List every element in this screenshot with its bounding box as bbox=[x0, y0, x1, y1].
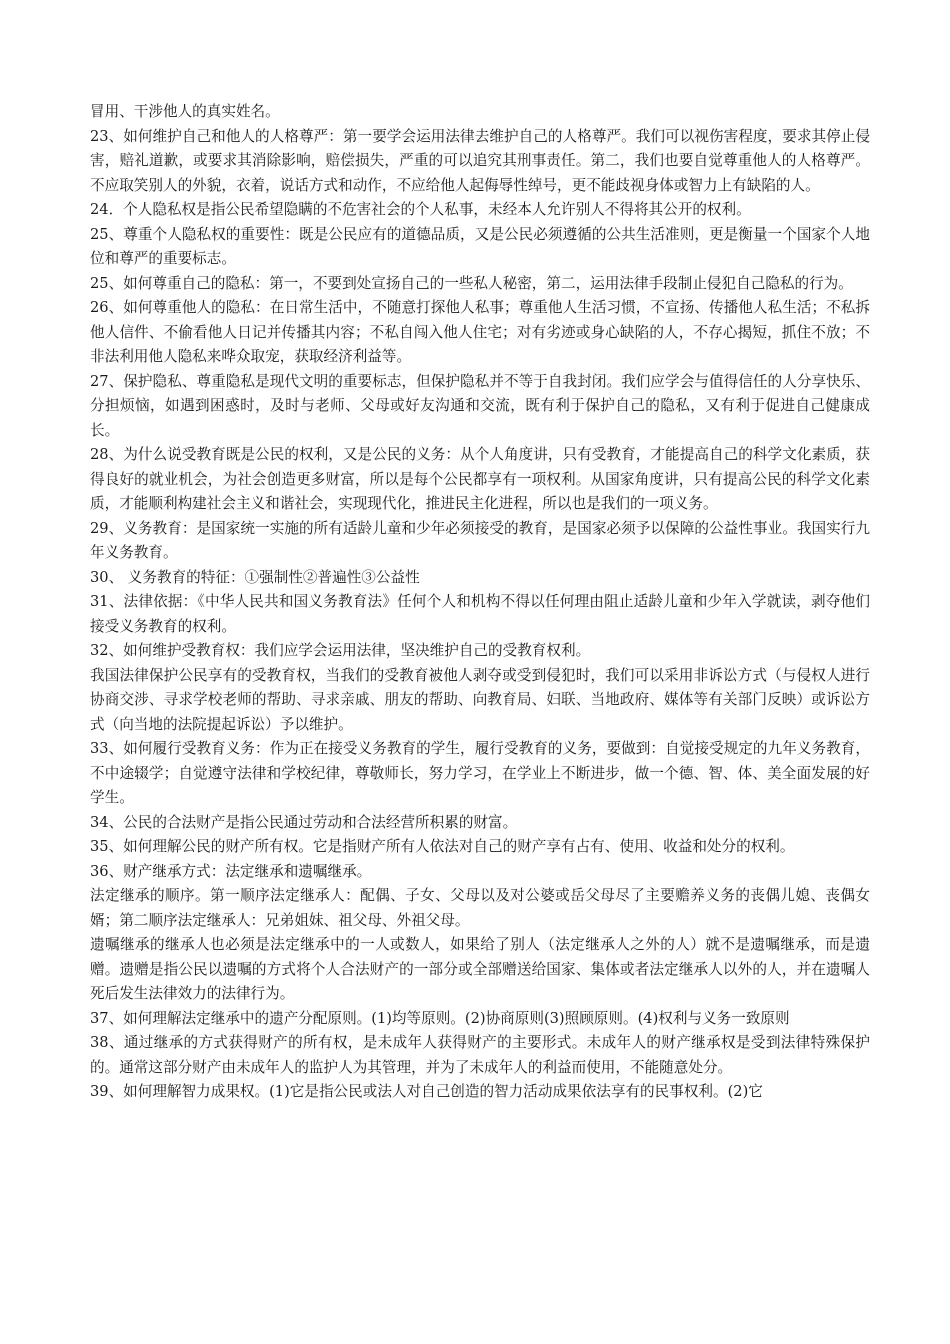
paragraph: 26、如何尊重他人的隐私：在日常生活中，不随意打探他人私事；尊重他人生活习惯，不宣扬、传播他人私生活；不私拆他人信件、不偷看他人日记并传播其内容；不私自闯入他人住宅；对有劣迹或身心缺陷的人，不存心揭短，抓住不放；不非法利用他人隐私来哗众取宠，获取经济利益等。 bbox=[90, 299, 870, 365]
paragraph: 37、如何理解法定继承中的遗产分配原则。(1)均等原则。(2)协商原则(3)照顾原则。(4)权利与义务一致原则 bbox=[90, 1009, 790, 1027]
paragraph: 30、 义务教育的特征：①强制性②普遍性③公益性 bbox=[90, 568, 420, 586]
paragraph: 34、公民的合法财产是指公民通过劳动和合法经营所积累的财富。 bbox=[90, 813, 518, 831]
paragraph: 35、如何理解公民的财产所有权。它是指财产所有人依法对自己的财产享有占有、使用、收益和处分的权利。 bbox=[90, 838, 795, 855]
paragraph: 39、如何理解智力成果权。(1)它是指公民或法人对自己创造的智力活动成果依法享有的民事权利。(2)它 bbox=[90, 1083, 763, 1100]
paragraph: 29、义务教育：是国家统一实施的所有适龄儿童和少年必须接受的教育，是国家必须予以保障的公益性事业。我国实行九年义务教育。 bbox=[90, 519, 870, 561]
paragraph: 23、如何维护自己和他人的人格尊严：第一要学会运用法律去维护自己的人格尊严。我们可以视伤害程度，要求其停止侵害，赔礼道歉，或要求其消除影响，赔偿损失，严重的可以追究其刑事责任。第二，我们也要自觉尊重他人的人格尊严。不应取笑别人的外貌，衣着，说话方式和动作，不应给他人起侮辱性绰号，更不能歧视身体或智力上有缺陷的人。 bbox=[90, 127, 870, 194]
paragraph: 27、保护隐私、尊重隐私是现代文明的重要标志，但保护隐私并不等于自我封闭。我们应学会与值得信任的人分享快乐、分担烦恼，如遇到困惑时，及时与老师、父母或好友沟通和交流，既有利于保护自己的隐私，又有利于促进自己健康成长。 bbox=[90, 372, 870, 439]
document-body bbox=[90, 100, 870, 1105]
paragraph: 24．个人隐私权是指公民希望隐瞒的不危害社会的个人私事，未经本人允许别人不得将其公开的权利。 bbox=[90, 201, 751, 218]
paragraph: 32、如何维护受教育权：我们应学会运用法律，坚决维护自己的受教育权利。 bbox=[90, 642, 591, 659]
paragraph: 我国法律保护公民享有的受教育权，当我们的受教育被他人剥夺或受到侵犯时，我们可以采用非诉讼方式（与侵权人进行协商交涉、寻求学校老师的帮助、寻求亲戚、朋友的帮助、向教育局、妇联、当地政府、媒体等有关部门反映）或诉讼方式（向当地的法院提起诉讼）予以维护。 bbox=[90, 666, 870, 733]
paragraph: 25、尊重个人隐私权的重要性：既是公民应有的道德品质，又是公民必须遵循的公共生活准则，更是衡量一个国家个人地位和尊严的重要标志。 bbox=[90, 225, 870, 267]
paragraph: 36、财产继承方式：法定继承和遗嘱继承。 bbox=[90, 862, 372, 880]
paragraph: 38、通过继承的方式获得财产的所有权，是未成年人获得财产的主要形式。未成年人的财产继承权是受到法律特殊保护的。通常这部分财产由未成年人的监护人为其管理，并为了未成年人的利益而使用，不能随意处分。 bbox=[90, 1034, 870, 1076]
paragraph: 28、为什么说受教育既是公民的权利，又是公民的义务：从个人角度讲，只有受教育，才能提高自己的科学文化素质，获得良好的就业机会，为社会创造更多财富，所以是每个公民都享有一项权利。从国家角度讲，只有提高公民的科学文化素质，才能顺利构建社会主义和谐社会，实现现代化，推进民主化进程，所以也是我们的一项义务。 bbox=[90, 446, 870, 512]
paragraph: 冒用、干涉他人的真实姓名。 bbox=[90, 103, 280, 120]
paragraph: 法定继承的顺序。第一顺序法定继承人：配偶、子女、父母以及对公婆或岳父母尽了主要赡养义务的丧偶儿媳、丧偶女婿；第二顺序法定继承人：兄弟姐妹、祖父母、外祖父母。 bbox=[90, 887, 870, 929]
paragraph: 25、如何尊重自己的隐私：第一，不要到处宣扬自己的一些私人秘密，第二，运用法律手段制止侵犯自己隐私的行为。 bbox=[90, 274, 853, 292]
paragraph: 31、法律依据：《中华人民共和国义务教育法》任何个人和机构不得以任何理由阻止适龄儿童和少年入学就读，剥夺他们接受义务教育的权利。 bbox=[90, 593, 870, 635]
paragraph: 33、如何履行受教育义务：作为正在接受义务教育的学生，履行受教育的义务，要做到：自觉接受规定的九年义务教育，不中途辍学；自觉遵守法律和学校纪律，尊敬师长，努力学习，在学业上不断进步，做一个德、智、体、美全面发展的好学生。 bbox=[90, 740, 870, 806]
paragraph: 遗嘱继承的继承人也必须是法定继承中的一人或数人，如果给了别人（法定继承人之外的人）就不是遗嘱继承，而是遗赠。遗赠是指公民以遗嘱的方式将个人合法财产的一部分或全部赠送给国家、集体或者法定继承人以外的人，并在遗嘱人死后发生法律效力的法律行为。 bbox=[90, 936, 870, 1002]
